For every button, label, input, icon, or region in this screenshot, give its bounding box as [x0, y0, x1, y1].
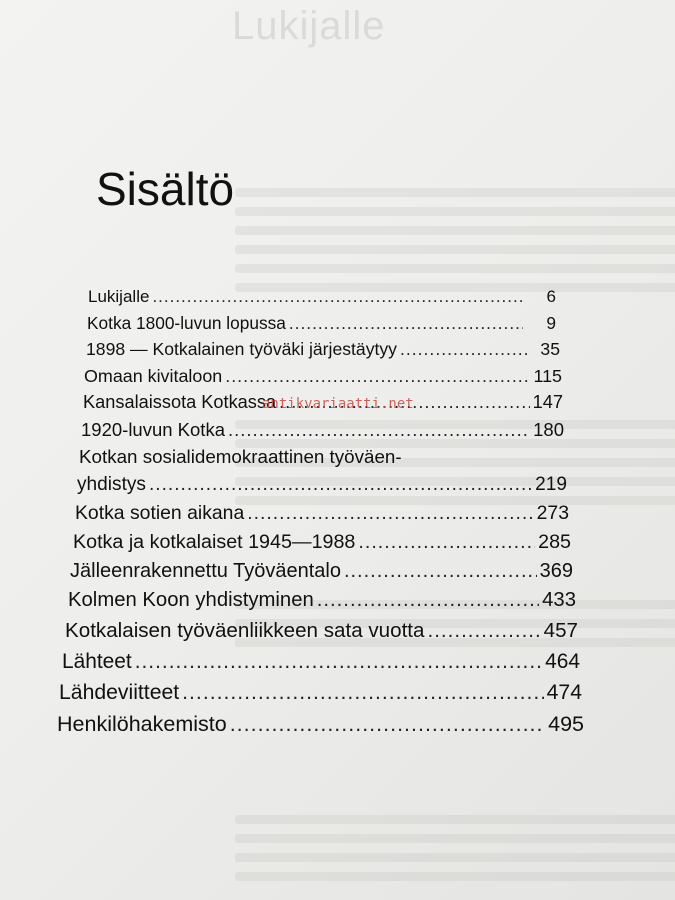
toc-entry-title: Kolmen Koon yhdistyminen [68, 589, 314, 611]
toc-leader-dots [228, 419, 530, 441]
toc-entry [65, 619, 578, 645]
toc-leader-dots [400, 339, 527, 360]
toc-leader-dots [182, 681, 543, 705]
toc-entry [81, 419, 564, 445]
toc-entry-title: Lähteet [62, 650, 132, 673]
background-heading: Lukijalle [232, 4, 386, 48]
toc-entry [57, 712, 584, 738]
toc-page-number: 285 [538, 531, 571, 553]
toc-entry-title: Kotkalaisen työväenliikkeen sata vuotta [65, 619, 425, 642]
toc-entry-title: Lukijalle [88, 287, 150, 306]
watermark: antikvariaatti.net [262, 396, 414, 412]
toc-leader-dots [247, 502, 533, 525]
toc-leader-dots [149, 474, 532, 496]
toc-entry [59, 681, 582, 707]
toc-page-number: 474 [546, 681, 582, 704]
toc-page-number: 433 [542, 589, 576, 611]
toc-entry [88, 287, 556, 313]
toc-page-number: 9 [546, 313, 556, 333]
toc-entry-title: Henkilöhakemisto [57, 712, 227, 736]
toc-entry-title: yhdistys [77, 474, 146, 495]
toc-leader-dots [152, 287, 523, 307]
toc-entry-title: Kotkan sosialidemokraattinen työväen- [79, 446, 402, 467]
toc-entry-title: Kansalaissota Kotkassa [83, 392, 277, 412]
toc-leader-dots [289, 313, 523, 334]
toc-page-number: 147 [532, 392, 563, 412]
toc-entry-title: Lähdeviitteet [59, 681, 180, 704]
toc-page-number: 273 [536, 502, 569, 524]
toc-entry [75, 502, 569, 528]
toc-entry [87, 313, 556, 339]
toc-entry [68, 589, 576, 615]
toc-leader-dots [230, 712, 545, 737]
toc-page-number: 464 [545, 650, 580, 673]
toc-entry-title: 1920-luvun Kotka [81, 419, 225, 440]
toc-entry [70, 560, 573, 586]
toc-entry-title: Kotka 1800-luvun lopussa [87, 313, 286, 333]
toc-leader-dots [225, 366, 529, 387]
toc-page-number: 180 [533, 419, 564, 440]
toc-leader-dots [358, 531, 535, 554]
toc-entry-title: Kotka ja kotkalaiset 1945—1988 [73, 531, 356, 553]
toc-leader-dots [317, 589, 539, 612]
toc-page-number: 115 [533, 366, 562, 386]
toc-entry [77, 474, 567, 500]
page-title: Sisältö [96, 163, 235, 215]
toc-entry-title: Omaan kivitaloon [84, 366, 223, 386]
toc-entry [73, 531, 571, 557]
toc-entry [84, 366, 562, 392]
toc-leader-dots [427, 619, 540, 643]
toc-entry-title: 1898 — Kotkalainen työväki järjestäytyy [86, 339, 397, 359]
toc-leader-dots [135, 650, 542, 674]
toc-page-number: 219 [535, 474, 567, 495]
toc-page-number: 35 [540, 339, 560, 359]
toc-leader-dots [344, 560, 537, 583]
toc-page-number: 369 [539, 560, 573, 582]
toc-entry [86, 339, 560, 365]
toc-entry [62, 650, 580, 676]
toc-entry-title: Kotka sotien aikana [75, 502, 245, 524]
toc-entry [79, 446, 579, 472]
toc-page-number: 495 [548, 712, 584, 736]
toc-entry-title: Jälleenrakennettu Työväentalo [70, 560, 341, 582]
toc-page-number: 457 [543, 619, 578, 642]
toc-page-number: 6 [546, 287, 556, 306]
